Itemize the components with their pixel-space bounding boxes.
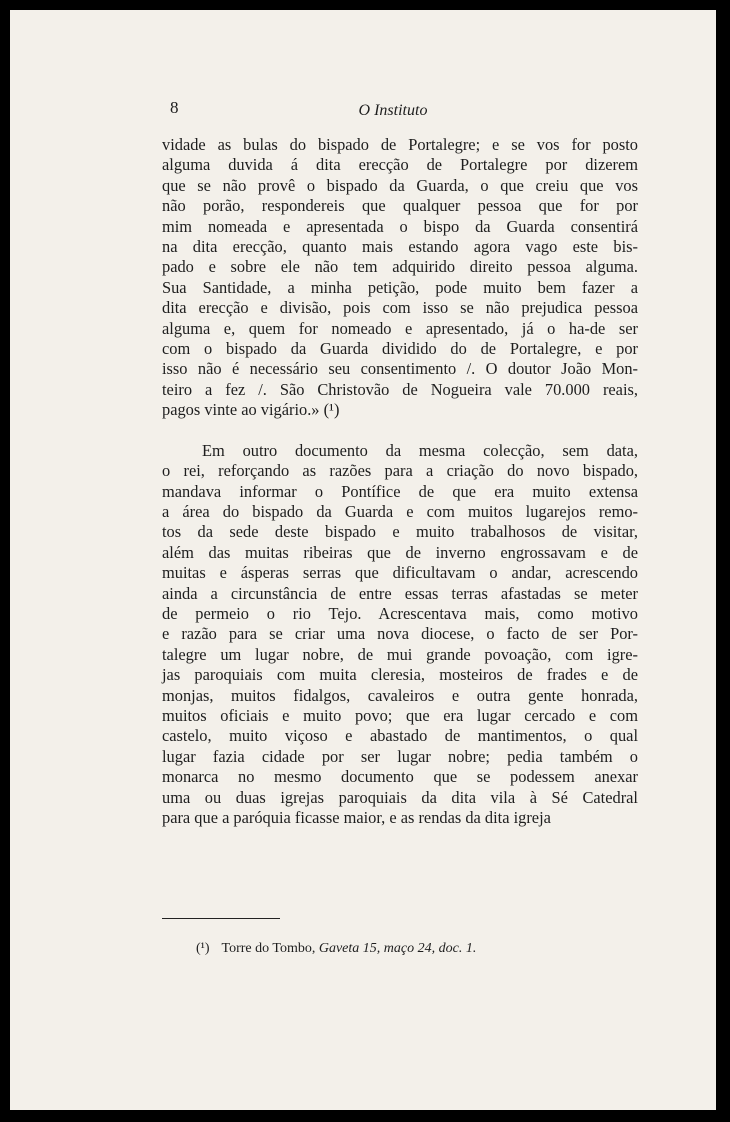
text-line: tos da sede deste bispado e muito trabalhosos de visitar, [162,522,638,542]
text-line: mandava informar o Pontífice de que era muito extensa [162,481,638,501]
text-line: com o bispado da Guarda dividido do de Portalegre, e por [162,339,638,359]
text-line: na dita erecção, quanto mais estando agora vago este bis- [162,237,638,257]
page-number: 8 [170,98,179,117]
text-line: que se não provê o bispado da Guarda, o que creiu que vos [162,175,638,195]
text-line: lugar fazia cidade por ser lugar nobre; pedia também o [162,746,638,766]
text-line: monjas, muitos fidalgos, cavaleiros e outra gente honrada, [162,685,638,705]
text-line: castelo, muito viçoso e abastado de mantimentos, o qual [162,726,638,746]
text-line: uma ou duas igrejas paroquiais da dita vila à Sé Catedral [162,787,638,807]
text-line: isso não é necessário seu consentimento /. O doutor João Mon- [162,359,638,379]
text-line: monarca no mesmo documento que se podessem anexar [162,767,638,787]
text-line: alguma duvida á dita erecção de Portalegre por dizerem [162,155,638,175]
footnote-citation: Gaveta 15, maço 24, doc. 1. [318,941,477,956]
paragraph-2 [162,441,638,829]
text-line: vidade as bulas do bispado de Portalegre; e se vos for posto [162,135,638,154]
text-line: para que a paróquia ficasse maior, e as rendas da dita igreja [162,808,551,827]
text-line: dita erecção e divisão, pois com isso se não prejudica pessoa [162,298,638,318]
text-line: talegre um lugar nobre, de mui grande povoação, com igre- [162,644,638,664]
footnote-marker: (¹) [196,941,210,956]
text-line: ainda a circunstância de entre essas terras afastadas se meter [162,583,638,603]
text-line: mim nomeada e apresentada o bispo da Guarda consentirá [162,216,638,236]
text-line: jas paroquiais com muita cleresia, mosteiros de frades e de [162,665,638,685]
text-line: muitos oficiais e muito povo; que era lugar cercado e com [162,705,638,725]
page [10,10,716,1110]
footnote-source: Torre do Tombo, [221,941,316,956]
text-line: não porão, respondereis que qualquer pessoa que for por [162,196,638,216]
text-line: de permeio o rio Tejo. Acrescentava mais, como motivo [162,603,638,623]
body-text [162,135,638,828]
text-line: Em outro documento da mesma colecção, sem data, [202,440,638,460]
text-line: teiro a fez /. São Christovão de Nogueira vale 70.000 reais, [162,379,638,399]
text-line: pagos vinte ao vigário.» (¹) [162,400,340,420]
text-line: além das muitas ribeiras que de inverno engrossavam e de [162,542,638,562]
text-line: muitas e ásperas serras que dificultavam o andar, acrescendo [162,563,638,583]
text-line: o rei, reforçando as razões para a criação do novo bispado, [162,461,638,481]
text-line: e razão para se criar uma nova diocese, o facto de ser Por- [162,624,638,644]
text-line: alguma e, quem for nomeado e apresentado, já o ha-de ser [162,318,638,338]
text-line: pado e sobre ele não tem adquirido direito pessoa alguma. [162,257,638,277]
footnote [196,941,476,957]
text-line: a área do bispado da Guarda e com muitos lugarejos remo- [162,501,638,521]
text-line: Sua Santidade, a minha petição, pode muito bem fazer a [162,277,638,297]
running-title: O Instituto [358,102,428,119]
footnote-rule [162,918,280,919]
paragraph-1 [162,135,638,421]
